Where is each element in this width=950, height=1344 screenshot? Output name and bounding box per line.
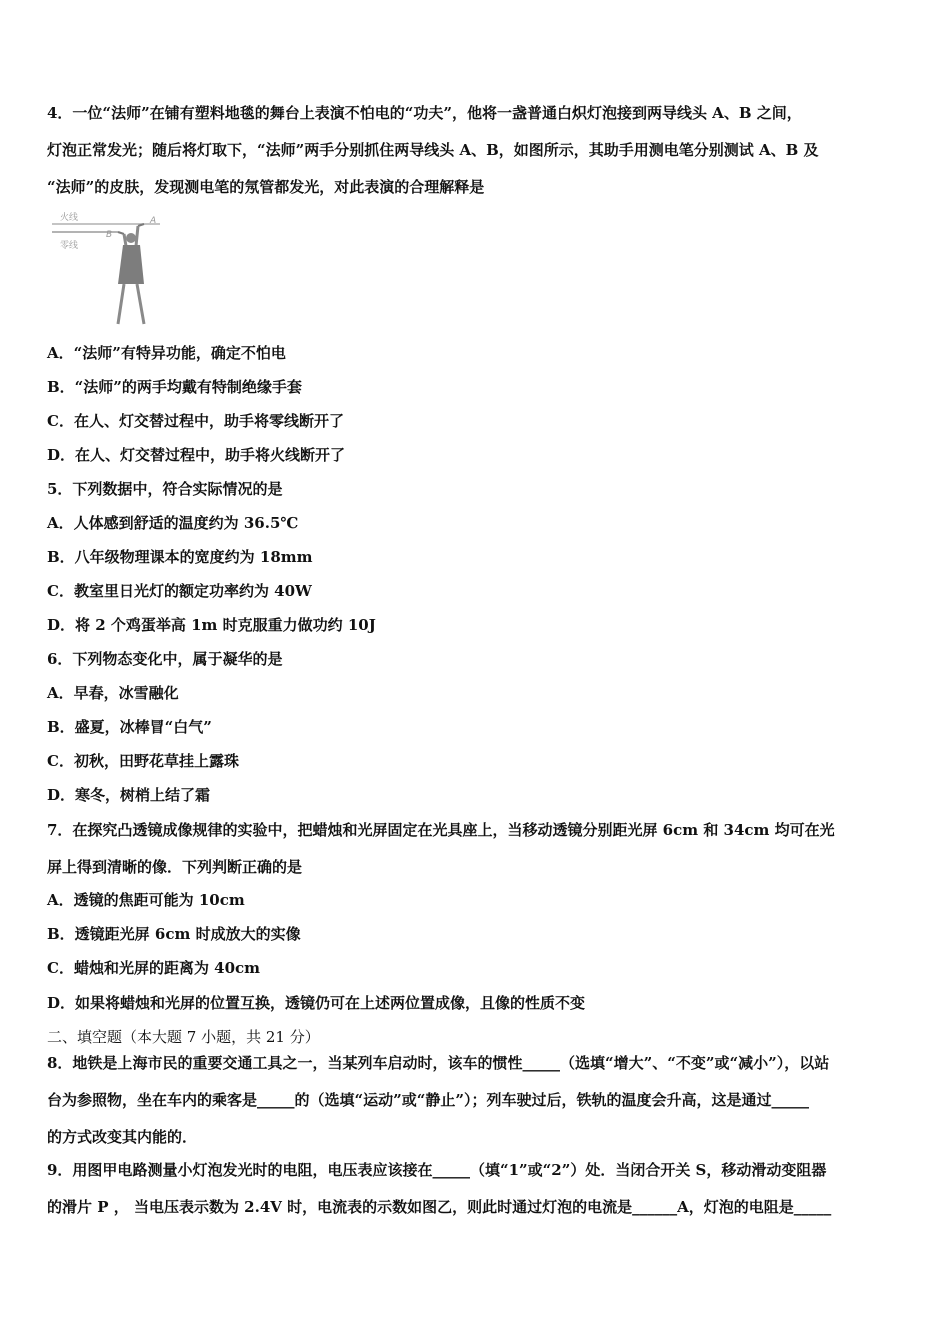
q7-option-c: C．蜡烛和光屏的距离为 40cm — [47, 959, 261, 977]
q8-stem-line2: 台为参照物，坐在车内的乘客是_____的（选填“运动”或“静止”）；列车驶过后，铁轨的温度会升高，这是通过_____ — [47, 1091, 810, 1109]
q6-stem: 6．下列物态变化中，属于凝华的是 — [47, 650, 283, 668]
figure-label-fire: 火线 — [60, 213, 79, 223]
q7-option-d: D．如果将蜡烛和光屏的位置互换，透镜仍可在上述两位置成像，且像的性质不变 — [47, 994, 586, 1012]
q4-stem-line3: “法师”的皮肤，发现测电笔的氖管都发光，对此表演的合理解释是 — [47, 178, 485, 196]
q4-stem-line1: 4．一位“法师”在铺有塑料地毯的舞台上表演不怕电的“功夫”，他将一盏普通白炽灯泡接到两导线头 A、B 之间， — [47, 104, 802, 122]
q4-figure-magician — [52, 206, 162, 330]
q5-stem: 5．下列数据中，符合实际情况的是 — [47, 480, 283, 498]
magician-illustration — [52, 206, 162, 330]
q4-stem-line2: 灯泡正常发光；随后将灯取下，“法师”两手分别抓住两导线头 A、B，如图所示，其助手用测电笔分别测试 A、B 及 — [47, 141, 819, 159]
figure-label-a: A — [150, 216, 157, 226]
q6-option-d: D．寒冬，树梢上结了霜 — [47, 786, 211, 804]
q5-option-d: D．将 2 个鸡蛋举高 1m 时克服重力做功约 10J — [47, 616, 376, 634]
q7-option-b: B．透镜距光屏 6cm 时成放大的实像 — [47, 925, 301, 943]
q5-option-b: B．八年级物理课本的宽度约为 18mm — [47, 548, 313, 566]
q6-option-c: C．初秋，田野花草挂上露珠 — [47, 752, 239, 770]
figure-label-b: B — [106, 230, 113, 240]
section-title-fill-in: 二、填空题（本大题 7 小题，共 21 分） — [47, 1028, 320, 1046]
q4-option-d: D．在人、灯交替过程中，助手将火线断开了 — [47, 446, 346, 464]
q6-option-b: B．盛夏，冰棒冒“白气” — [47, 718, 212, 736]
q4-option-a: A．“法师”有特异功能，确定不怕电 — [47, 344, 286, 362]
q5-option-c: C．教室里日光灯的额定功率约为 40W — [47, 582, 312, 600]
q8-stem-line3: 的方式改变其内能的． — [47, 1128, 198, 1146]
q7-stem-line1: 7．在探究凸透镜成像规律的实验中，把蜡烛和光屏固定在光具座上，当移动透镜分别距光屏 6cm 和 34cm 均可在光 — [47, 821, 835, 839]
q7-option-a: A．透镜的焦距可能为 10cm — [47, 891, 245, 909]
q4-option-b: B．“法师”的两手均戴有特制绝缘手套 — [47, 378, 302, 396]
q8-stem-line1: 8．地铁是上海市民的重要交通工具之一，当某列车启动时，该车的惯性_____（选填“增大”、“不变”或“减小”），以站 — [47, 1054, 830, 1072]
q9-stem-line2: 的滑片 P ， 当电压表示数为 2.4V 时，电流表的示数如图乙，则此时通过灯泡的电流是______A，灯泡的电阻是_____ — [47, 1198, 832, 1216]
q4-option-c: C．在人、灯交替过程中，助手将零线断开了 — [47, 412, 344, 430]
figure-label-zero: 零线 — [60, 241, 79, 251]
q9-stem-line1: 9．用图甲电路测量小灯泡发光时的电阻，电压表应该接在_____（填“1”或“2”）处．当闭合开关 S，移动滑动变阻器 — [47, 1161, 827, 1179]
q6-option-a: A．早春，冰雪融化 — [47, 684, 179, 702]
q5-option-a: A．人体感到舒适的温度约为 36.5℃ — [47, 514, 299, 532]
q7-stem-line2: 屏上得到清晰的像．下列判断正确的是 — [47, 858, 303, 876]
